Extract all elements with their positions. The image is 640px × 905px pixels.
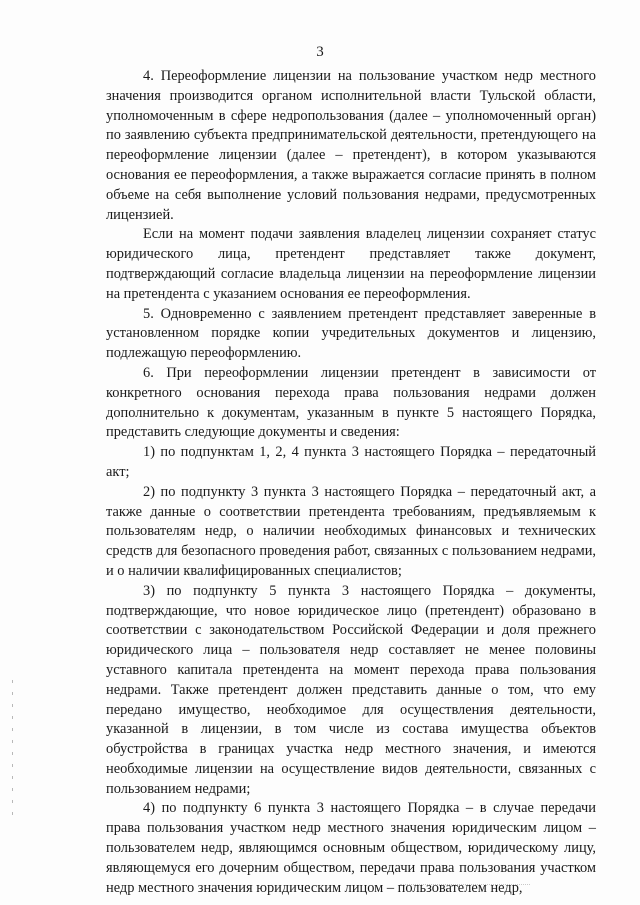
document-body [106, 67, 596, 898]
scan-margin-marks [12, 680, 16, 840]
paragraph-owner-consent: Если на момент подачи заявления владелец лицензии сохраняет статус юридического лица, претендент представляет также документ, подтверждающий согласие владельца лицензии на переоформление лицензии на претендента с указанием основания ее переоформления. [106, 226, 596, 302]
paragraph-item-4: 4. Переоформление лицензии на пользование участком недр местного значения производится органом исполнительной власти Тульской области, уполномоченным в сфере недропользования (далее – уполномоченный орган) по заявлению субъекта предпринимательской деятельности, претендующего на переоформление лицензии (далее – претендент), в котором указываются основания ее переоформления, а также выражается согласие принять в полном объеме на себя выполнение условий пользования недрами, предусмотренных лицензией. [106, 68, 596, 223]
paragraph-subitem-4: 4) по подпункту 6 пункта 3 настоящего Порядка – в случае передачи права пользования участком недр местного значения юридическим лицом – пользователем недр, являющимся основным обществом, юридическому лицу, являющемуся его дочерним обществом, передачи права пользования участком недр местного значения юридическим лицом – пользователем недр, [106, 800, 596, 896]
page-number: 3 [316, 44, 324, 60]
paragraph-item-5: 5. Одновременно с заявлением претендент представляет заверенные в установленном порядке копии учредительных документов и лицензию, подлежащую переоформлению. [106, 305, 596, 362]
paragraph-subitem-2: 2) по подпункту 3 пункта 3 настоящего Порядка – передаточный акт, а также данные о соответствии претендента требованиям, предъявляемым к пользователям недр, о наличии необходимых финансовых и технических средств для безопасного проведения работ, связанных с пользованием недрами, и о наличии квалифицированных специалистов; [106, 483, 596, 579]
scan-bottom-specks [400, 884, 530, 887]
paragraph-subitem-3: 3) по подпункту 5 пункта 3 настоящего Порядка – документы, подтверждающие, что новое юридическое лицо (претендент) образовано в соответствии с законодательством Российской Федерации и доля прежнего юридического лица – пользователя недр составляет не менее половины уставного капитала претендента на момент перехода права пользования недрами. Также претендент должен представить данные о том, что ему передано имущество, необходимое для осуществления деятельности, указанной в лицензии, в том числе из состава имущества объектов обустройства в границах участка недр местного значения, и имеются необходимые лицензии на осуществление видов деятельности, связанных с пользованием недрами; [106, 582, 596, 797]
paragraph-item-6: 6. При переоформлении лицензии претендент в зависимости от конкретного основания перехода права пользования недрами должен дополнительно к документам, указанным в пункте 5 настоящего Порядка, представить следующие документы и сведения: [106, 364, 596, 441]
paragraph-subitem-1: 1) по подпунктам 1, 2, 4 пункта 3 настоящего Порядка – передаточный акт; [106, 444, 596, 480]
